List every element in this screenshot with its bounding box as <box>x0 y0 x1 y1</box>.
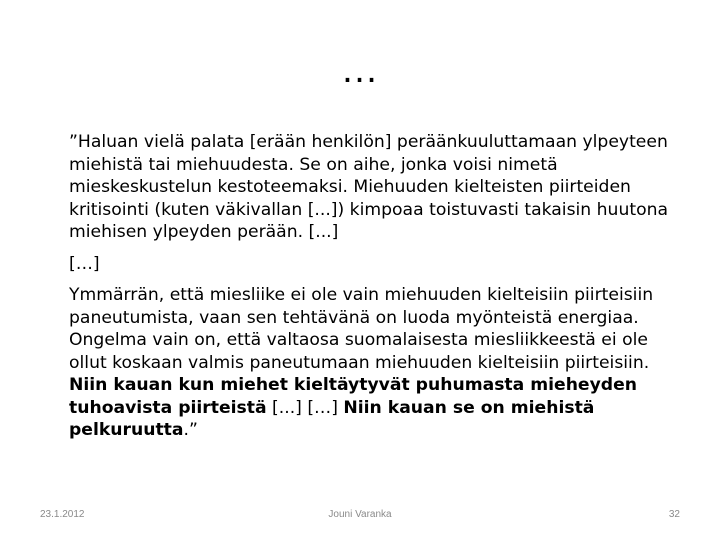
footer-page-number: 32 <box>668 509 680 520</box>
quote-paragraph-1: ”Haluan vielä palata [erään henkilön] peräänkuuluttamaan ylpeyteen miehistä tai miehuudesta. Se on aihe, jonka voisi nimetä mieskeskustelun kestoteemaksi. Miehuuden kielteisten piirteiden kritisointi (kuten väkivallan [...]) kimpoaa toistuvasti takaisin huutona miehisen ylpeyden perään. [...] <box>69 132 669 242</box>
quote-emphasis: Niin kauan kun miehet kieltäytyvät puhumasta mieheyden tuhoavista piirteistä <box>69 375 637 418</box>
footer-author: Jouni Varanka <box>328 509 392 520</box>
quote-paragraph-2 <box>69 284 689 442</box>
slide-title: … <box>340 49 380 91</box>
quote-text: [...] […] <box>266 397 344 418</box>
quote-text: Ymmärrän, että miesliike ei ole vain miehuuden kielteisiin piirteisiin paneutumista, vaan sen tehtävänä on luoda myönteistä energiaa. Ongelma vain on, että valtaosa suomalaisesta miesliikkeestä ei ole ollut koskaan valmis paneutumaan miehuuden kielteisiin piirteisiin. <box>69 285 654 373</box>
footer-date: 23.1.2012 <box>40 509 85 520</box>
quote-emphasis: Niin kauan se on miehistä pelkuruutta <box>69 397 595 440</box>
quote-text: .” <box>183 420 198 440</box>
slide-body <box>69 131 689 451</box>
quote-paragraph-ellipsis: […] <box>69 253 100 274</box>
